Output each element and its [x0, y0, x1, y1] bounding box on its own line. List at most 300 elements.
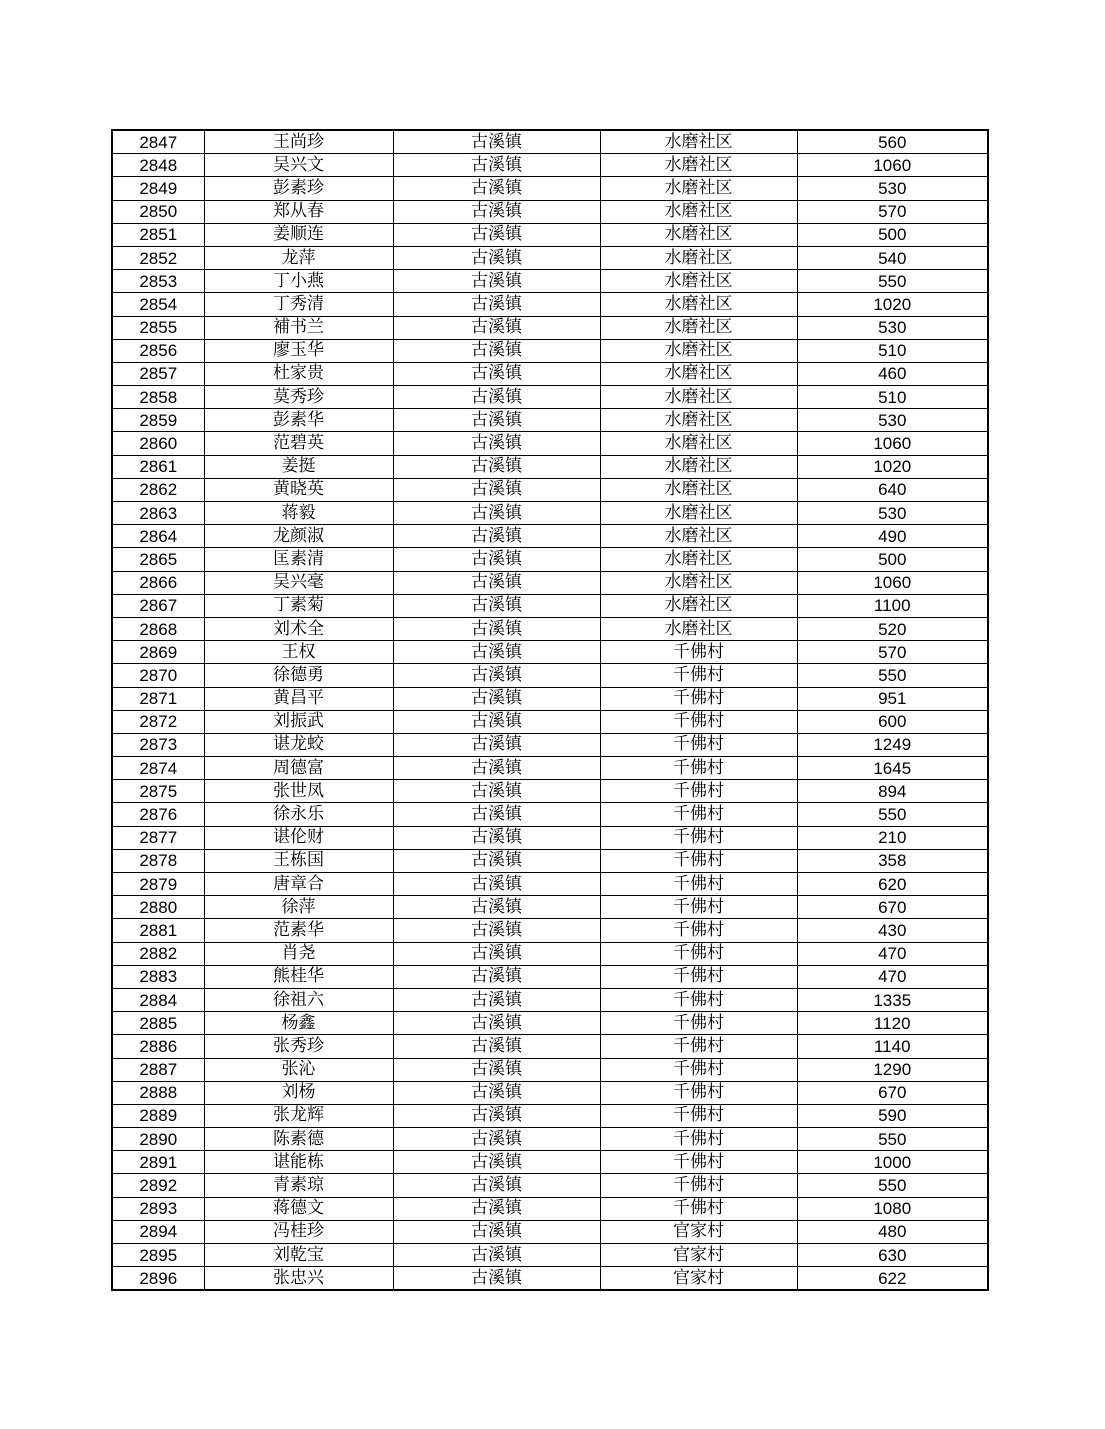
table-row [112, 594, 988, 617]
row-number-cell: 2860 [112, 432, 204, 455]
row-number-cell: 2877 [112, 826, 204, 849]
town-cell: 古溪镇 [393, 1035, 600, 1058]
town-cell: 古溪镇 [393, 873, 600, 896]
name-cell: 丁小燕 [204, 270, 393, 293]
amount-cell: 670 [797, 1081, 988, 1104]
table-row [112, 362, 988, 385]
name-cell: 郑从春 [204, 200, 393, 223]
village-cell: 千佛村 [600, 988, 797, 1011]
amount-cell: 550 [797, 803, 988, 826]
amount-cell: 550 [797, 270, 988, 293]
village-cell: 水磨社区 [600, 200, 797, 223]
row-number-cell: 2855 [112, 316, 204, 339]
name-cell: 张龙辉 [204, 1104, 393, 1127]
town-cell: 古溪镇 [393, 1267, 600, 1291]
name-cell: 徐永乐 [204, 803, 393, 826]
village-cell: 水磨社区 [600, 316, 797, 339]
village-cell: 水磨社区 [600, 246, 797, 269]
name-cell: 周德富 [204, 757, 393, 780]
amount-cell: 570 [797, 641, 988, 664]
amount-cell: 550 [797, 1128, 988, 1151]
village-cell: 千佛村 [600, 710, 797, 733]
row-number-cell: 2892 [112, 1174, 204, 1197]
table-row [112, 548, 988, 571]
name-cell: 莫秀珍 [204, 386, 393, 409]
row-number-cell: 2882 [112, 942, 204, 965]
table-row [112, 1058, 988, 1081]
row-number-cell: 2878 [112, 849, 204, 872]
name-cell: 徐祖六 [204, 988, 393, 1011]
amount-cell: 530 [797, 409, 988, 432]
table-row [112, 1035, 988, 1058]
row-number-cell: 2870 [112, 664, 204, 687]
row-number-cell: 2854 [112, 293, 204, 316]
amount-cell: 1290 [797, 1058, 988, 1081]
amount-cell: 550 [797, 1174, 988, 1197]
row-number-cell: 2881 [112, 919, 204, 942]
name-cell: 龙萍 [204, 246, 393, 269]
village-cell: 千佛村 [600, 733, 797, 756]
amount-cell: 1100 [797, 594, 988, 617]
row-number-cell: 2871 [112, 687, 204, 710]
name-cell: 王权 [204, 641, 393, 664]
town-cell: 古溪镇 [393, 1151, 600, 1174]
town-cell: 古溪镇 [393, 1220, 600, 1243]
village-cell: 水磨社区 [600, 270, 797, 293]
town-cell: 古溪镇 [393, 316, 600, 339]
amount-cell: 1120 [797, 1012, 988, 1035]
row-number-cell: 2869 [112, 641, 204, 664]
town-cell: 古溪镇 [393, 339, 600, 362]
row-number-cell: 2858 [112, 386, 204, 409]
name-cell: 蒋毅 [204, 502, 393, 525]
town-cell: 古溪镇 [393, 826, 600, 849]
amount-cell: 600 [797, 710, 988, 733]
town-cell: 古溪镇 [393, 641, 600, 664]
table-row [112, 733, 988, 756]
table-row [112, 873, 988, 896]
amount-cell: 210 [797, 826, 988, 849]
table-row [112, 710, 988, 733]
table-row [112, 687, 988, 710]
village-cell: 水磨社区 [600, 223, 797, 246]
table-row [112, 1081, 988, 1104]
amount-cell: 480 [797, 1220, 988, 1243]
town-cell: 古溪镇 [393, 896, 600, 919]
town-cell: 古溪镇 [393, 200, 600, 223]
town-cell: 古溪镇 [393, 1058, 600, 1081]
name-cell: 范素华 [204, 919, 393, 942]
table-row [112, 293, 988, 316]
name-cell: 蒋德文 [204, 1197, 393, 1220]
row-number-cell: 2887 [112, 1058, 204, 1081]
name-cell: 匡素清 [204, 548, 393, 571]
table-row [112, 942, 988, 965]
amount-cell: 530 [797, 316, 988, 339]
table-row [112, 780, 988, 803]
name-cell: 王尚珍 [204, 130, 393, 154]
amount-cell: 1020 [797, 293, 988, 316]
village-cell: 水磨社区 [600, 571, 797, 594]
village-cell: 水磨社区 [600, 478, 797, 501]
town-cell: 古溪镇 [393, 733, 600, 756]
table-row [112, 409, 988, 432]
town-cell: 古溪镇 [393, 525, 600, 548]
name-cell: 丁素菊 [204, 594, 393, 617]
table-row [112, 757, 988, 780]
name-cell: 刘乾宝 [204, 1244, 393, 1267]
amount-cell: 1060 [797, 154, 988, 177]
row-number-cell: 2888 [112, 1081, 204, 1104]
town-cell: 古溪镇 [393, 130, 600, 154]
table-row [112, 154, 988, 177]
village-cell: 千佛村 [600, 826, 797, 849]
amount-cell: 1060 [797, 432, 988, 455]
amount-cell: 1000 [797, 1151, 988, 1174]
amount-cell: 520 [797, 617, 988, 640]
name-cell: 補书兰 [204, 316, 393, 339]
town-cell: 古溪镇 [393, 177, 600, 200]
row-number-cell: 2875 [112, 780, 204, 803]
village-cell: 水磨社区 [600, 409, 797, 432]
name-cell: 谌能栋 [204, 1151, 393, 1174]
table-row [112, 664, 988, 687]
amount-cell: 1060 [797, 571, 988, 594]
town-cell: 古溪镇 [393, 571, 600, 594]
amount-cell: 1335 [797, 988, 988, 1011]
amount-cell: 530 [797, 502, 988, 525]
name-cell: 徐萍 [204, 896, 393, 919]
row-number-cell: 2862 [112, 478, 204, 501]
name-cell: 刘术全 [204, 617, 393, 640]
row-number-cell: 2879 [112, 873, 204, 896]
town-cell: 古溪镇 [393, 757, 600, 780]
row-number-cell: 2868 [112, 617, 204, 640]
village-cell: 千佛村 [600, 1058, 797, 1081]
amount-cell: 590 [797, 1104, 988, 1127]
town-cell: 古溪镇 [393, 1104, 600, 1127]
town-cell: 古溪镇 [393, 664, 600, 687]
village-cell: 千佛村 [600, 873, 797, 896]
town-cell: 古溪镇 [393, 478, 600, 501]
amount-cell: 490 [797, 525, 988, 548]
name-cell: 王栋国 [204, 849, 393, 872]
row-number-cell: 2853 [112, 270, 204, 293]
row-number-cell: 2851 [112, 223, 204, 246]
row-number-cell: 2864 [112, 525, 204, 548]
village-cell: 千佛村 [600, 919, 797, 942]
name-cell: 张沁 [204, 1058, 393, 1081]
town-cell: 古溪镇 [393, 617, 600, 640]
village-cell: 千佛村 [600, 780, 797, 803]
village-cell: 水磨社区 [600, 339, 797, 362]
village-cell: 千佛村 [600, 1081, 797, 1104]
row-number-cell: 2894 [112, 1220, 204, 1243]
name-cell: 彭素华 [204, 409, 393, 432]
village-cell: 千佛村 [600, 1012, 797, 1035]
table-row [112, 200, 988, 223]
amount-cell: 430 [797, 919, 988, 942]
row-number-cell: 2865 [112, 548, 204, 571]
town-cell: 古溪镇 [393, 988, 600, 1011]
table-row [112, 571, 988, 594]
name-cell: 熊桂华 [204, 965, 393, 988]
table-row [112, 1104, 988, 1127]
village-cell: 水磨社区 [600, 548, 797, 571]
name-cell: 徐德勇 [204, 664, 393, 687]
table-row [112, 617, 988, 640]
row-number-cell: 2847 [112, 130, 204, 154]
town-cell: 古溪镇 [393, 293, 600, 316]
village-cell: 水磨社区 [600, 386, 797, 409]
village-cell: 水磨社区 [600, 455, 797, 478]
village-cell: 水磨社区 [600, 293, 797, 316]
row-number-cell: 2849 [112, 177, 204, 200]
row-number-cell: 2896 [112, 1267, 204, 1291]
table-row [112, 1244, 988, 1267]
row-number-cell: 2859 [112, 409, 204, 432]
village-cell: 千佛村 [600, 1174, 797, 1197]
amount-cell: 1645 [797, 757, 988, 780]
table-row [112, 1128, 988, 1151]
amount-cell: 951 [797, 687, 988, 710]
row-number-cell: 2886 [112, 1035, 204, 1058]
row-number-cell: 2857 [112, 362, 204, 385]
table-row [112, 849, 988, 872]
table-row [112, 1174, 988, 1197]
table-row [112, 1151, 988, 1174]
name-cell: 吴兴毫 [204, 571, 393, 594]
row-number-cell: 2885 [112, 1012, 204, 1035]
table-row [112, 386, 988, 409]
village-cell: 水磨社区 [600, 432, 797, 455]
table-row [112, 803, 988, 826]
town-cell: 古溪镇 [393, 362, 600, 385]
table-row [112, 502, 988, 525]
table-row [112, 826, 988, 849]
amount-cell: 622 [797, 1267, 988, 1291]
town-cell: 古溪镇 [393, 246, 600, 269]
amount-cell: 358 [797, 849, 988, 872]
amount-cell: 470 [797, 965, 988, 988]
data-table [111, 129, 989, 1291]
village-cell: 千佛村 [600, 1035, 797, 1058]
village-cell: 官家村 [600, 1267, 797, 1291]
town-cell: 古溪镇 [393, 1244, 600, 1267]
amount-cell: 530 [797, 177, 988, 200]
village-cell: 官家村 [600, 1244, 797, 1267]
amount-cell: 460 [797, 362, 988, 385]
village-cell: 水磨社区 [600, 154, 797, 177]
table-row [112, 1012, 988, 1035]
village-cell: 水磨社区 [600, 594, 797, 617]
amount-cell: 1080 [797, 1197, 988, 1220]
village-cell: 水磨社区 [600, 177, 797, 200]
amount-cell: 620 [797, 873, 988, 896]
table-row [112, 432, 988, 455]
village-cell: 水磨社区 [600, 525, 797, 548]
row-number-cell: 2891 [112, 1151, 204, 1174]
name-cell: 姜顺连 [204, 223, 393, 246]
town-cell: 古溪镇 [393, 1081, 600, 1104]
table-row [112, 919, 988, 942]
name-cell: 谌伦财 [204, 826, 393, 849]
village-cell: 千佛村 [600, 1197, 797, 1220]
table-row [112, 339, 988, 362]
name-cell: 肖尧 [204, 942, 393, 965]
town-cell: 古溪镇 [393, 270, 600, 293]
name-cell: 廖玉华 [204, 339, 393, 362]
town-cell: 古溪镇 [393, 455, 600, 478]
row-number-cell: 2874 [112, 757, 204, 780]
amount-cell: 670 [797, 896, 988, 919]
table-row [112, 1267, 988, 1291]
table-row [112, 1220, 988, 1243]
table-row [112, 455, 988, 478]
row-number-cell: 2883 [112, 965, 204, 988]
name-cell: 姜挺 [204, 455, 393, 478]
town-cell: 古溪镇 [393, 223, 600, 246]
town-cell: 古溪镇 [393, 1197, 600, 1220]
town-cell: 古溪镇 [393, 502, 600, 525]
amount-cell: 630 [797, 1244, 988, 1267]
table-row [112, 270, 988, 293]
amount-cell: 510 [797, 339, 988, 362]
town-cell: 古溪镇 [393, 1128, 600, 1151]
town-cell: 古溪镇 [393, 548, 600, 571]
town-cell: 古溪镇 [393, 965, 600, 988]
town-cell: 古溪镇 [393, 687, 600, 710]
village-cell: 水磨社区 [600, 362, 797, 385]
village-cell: 水磨社区 [600, 130, 797, 154]
town-cell: 古溪镇 [393, 594, 600, 617]
table-row [112, 988, 988, 1011]
name-cell: 唐章合 [204, 873, 393, 896]
row-number-cell: 2866 [112, 571, 204, 594]
town-cell: 古溪镇 [393, 154, 600, 177]
name-cell: 刘振武 [204, 710, 393, 733]
village-cell: 千佛村 [600, 896, 797, 919]
village-cell: 千佛村 [600, 803, 797, 826]
town-cell: 古溪镇 [393, 780, 600, 803]
village-cell: 千佛村 [600, 1128, 797, 1151]
row-number-cell: 2880 [112, 896, 204, 919]
village-cell: 千佛村 [600, 849, 797, 872]
row-number-cell: 2861 [112, 455, 204, 478]
row-number-cell: 2889 [112, 1104, 204, 1127]
name-cell: 黄晓英 [204, 478, 393, 501]
name-cell: 吴兴文 [204, 154, 393, 177]
row-number-cell: 2848 [112, 154, 204, 177]
name-cell: 彭素珍 [204, 177, 393, 200]
name-cell: 范碧英 [204, 432, 393, 455]
town-cell: 古溪镇 [393, 1012, 600, 1035]
row-number-cell: 2850 [112, 200, 204, 223]
row-number-cell: 2867 [112, 594, 204, 617]
row-number-cell: 2872 [112, 710, 204, 733]
table-row [112, 965, 988, 988]
amount-cell: 550 [797, 664, 988, 687]
village-cell: 千佛村 [600, 757, 797, 780]
amount-cell: 640 [797, 478, 988, 501]
village-cell: 千佛村 [600, 1104, 797, 1127]
name-cell: 丁秀清 [204, 293, 393, 316]
row-number-cell: 2895 [112, 1244, 204, 1267]
table-row [112, 246, 988, 269]
row-number-cell: 2863 [112, 502, 204, 525]
amount-cell: 894 [797, 780, 988, 803]
town-cell: 古溪镇 [393, 803, 600, 826]
town-cell: 古溪镇 [393, 849, 600, 872]
village-cell: 水磨社区 [600, 617, 797, 640]
amount-cell: 1249 [797, 733, 988, 756]
village-cell: 官家村 [600, 1220, 797, 1243]
name-cell: 刘杨 [204, 1081, 393, 1104]
town-cell: 古溪镇 [393, 942, 600, 965]
name-cell: 张忠兴 [204, 1267, 393, 1291]
table-row [112, 223, 988, 246]
table-row [112, 130, 988, 154]
table-row [112, 525, 988, 548]
table-row [112, 478, 988, 501]
village-cell: 千佛村 [600, 687, 797, 710]
name-cell: 杜家贵 [204, 362, 393, 385]
name-cell: 黄昌平 [204, 687, 393, 710]
amount-cell: 1140 [797, 1035, 988, 1058]
table-body [112, 130, 988, 1290]
table-row [112, 1197, 988, 1220]
name-cell: 张世凤 [204, 780, 393, 803]
table-row [112, 641, 988, 664]
name-cell: 谌龙蛟 [204, 733, 393, 756]
amount-cell: 1020 [797, 455, 988, 478]
town-cell: 古溪镇 [393, 1174, 600, 1197]
village-cell: 千佛村 [600, 641, 797, 664]
amount-cell: 500 [797, 223, 988, 246]
village-cell: 千佛村 [600, 942, 797, 965]
town-cell: 古溪镇 [393, 432, 600, 455]
name-cell: 陈素德 [204, 1128, 393, 1151]
name-cell: 张秀珍 [204, 1035, 393, 1058]
amount-cell: 540 [797, 246, 988, 269]
amount-cell: 470 [797, 942, 988, 965]
row-number-cell: 2856 [112, 339, 204, 362]
village-cell: 千佛村 [600, 1151, 797, 1174]
village-cell: 千佛村 [600, 965, 797, 988]
amount-cell: 570 [797, 200, 988, 223]
row-number-cell: 2876 [112, 803, 204, 826]
row-number-cell: 2884 [112, 988, 204, 1011]
row-number-cell: 2873 [112, 733, 204, 756]
amount-cell: 500 [797, 548, 988, 571]
name-cell: 青素琼 [204, 1174, 393, 1197]
amount-cell: 560 [797, 130, 988, 154]
village-cell: 水磨社区 [600, 502, 797, 525]
town-cell: 古溪镇 [393, 919, 600, 942]
table-row [112, 316, 988, 339]
town-cell: 古溪镇 [393, 710, 600, 733]
amount-cell: 510 [797, 386, 988, 409]
village-cell: 千佛村 [600, 664, 797, 687]
table-row [112, 896, 988, 919]
table-row [112, 177, 988, 200]
row-number-cell: 2890 [112, 1128, 204, 1151]
name-cell: 杨鑫 [204, 1012, 393, 1035]
town-cell: 古溪镇 [393, 409, 600, 432]
name-cell: 龙颜淑 [204, 525, 393, 548]
row-number-cell: 2893 [112, 1197, 204, 1220]
row-number-cell: 2852 [112, 246, 204, 269]
